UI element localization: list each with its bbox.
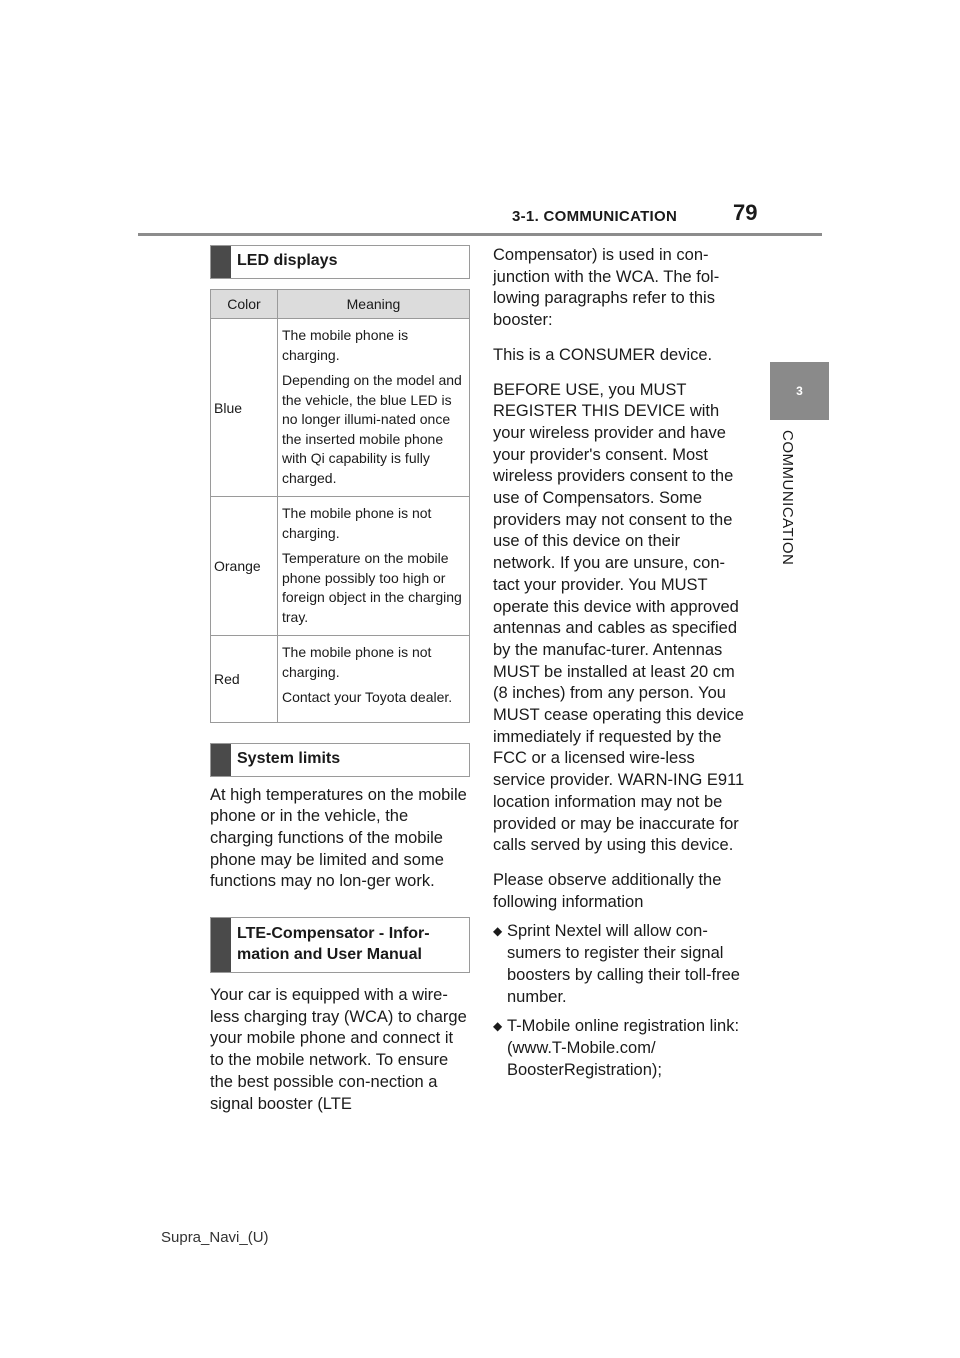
meaning-text: Depending on the model and the vehicle, the blue LED is no longer illumi-nated once the inserted mobile phone with Qi capability is fully charged. [282,372,462,486]
chapter-label: COMMUNICATION [779,430,796,566]
meaning-cell [278,497,470,636]
led-displays-heading [210,245,470,279]
system-limits-heading [210,743,470,777]
bullet-icon: ◆ [493,1019,503,1034]
list-item [493,921,745,1008]
bullet-icon: ◆ [493,924,503,939]
meaning-text: The mobile phone is not charging. [282,505,432,541]
meaning-cell [278,319,470,497]
registration-notice: BEFORE USE, you MUST REGISTER THIS DEVICE with your wireless provider and have your provider's consent. Most wireless providers consent to the use of Compensators. Some providers may not consent to the use of this device on their network. If you are unsure, con-tact your provider. You MUST operate this device with approved antennas and cables as specified by the manufac-turer. Antennas MUST be installed at least 20 cm (8 inches) from any person. You MUST cease operating this device immediately if requested by the FCC or a licensed wire-less service provider. WARN-ING E911 location information may not be provided or may be inaccurate for calls served by using this device. [493,380,745,855]
heading-bar [211,744,231,776]
system-limits-text: At high temperatures on the mobile phone or in the vehicle, the charging functions of the mobile phone may be limited and some functions may no lon-ger work. [210,785,467,891]
lte-compensator-heading [210,917,470,973]
meaning-text: The mobile phone is not charging. [282,644,432,680]
heading-bar [211,918,231,972]
page-number: 79 [733,200,758,225]
heading-text: LTE-Compensator - Infor-mation and User Manual [237,925,430,964]
meaning-text: Temperature on the mobile phone possibly too high or foreign object in the charging tray. [282,550,462,625]
heading-text: LED displays [237,252,338,269]
column-header-meaning: Meaning [278,290,470,319]
bullet-text: Sprint Nextel will allow con-sumers to register their signal boosters by calling their toll-free number. [507,922,740,1006]
table-row [211,497,470,636]
right-column [493,245,745,1081]
meaning-cell [278,636,470,723]
color-cell: Red [211,636,278,723]
led-table [210,289,470,723]
color-cell: Blue [211,319,278,497]
meaning-text: Contact your Toyota dealer. [282,689,453,705]
table-row [211,636,470,723]
header-rule [138,233,822,236]
lte-intro-text: Your car is equipped with a wire-less charging tray (WCA) to charge your mobile phone and connect it to the mobile network. To ensure the best possible con-nection a signal booster (LTE [210,986,467,1113]
heading-bar [211,246,231,278]
heading-text: System limits [237,749,341,767]
table-row [211,319,470,497]
observe-text: Please observe additionally the following information [493,870,722,911]
meaning-text: The mobile phone is charging. [282,327,409,363]
bullet-text: T-Mobile online registration link: (www.T-Mobile.com/ BoosterRegistration); [507,1017,740,1079]
document-id: Supra_Navi_(U) [161,1229,269,1246]
column-header-color: Color [211,290,278,319]
table-header-row [211,290,470,319]
chapter-tab[interactable]: 3 [770,362,829,420]
left-column [210,245,470,1113]
section-title: 3-1. COMMUNICATION [512,208,678,225]
list-item [493,1016,745,1081]
consumer-device-text: This is a CONSUMER device. [493,345,713,364]
lte-intro-continued: Compensator) is used in con-junction with the WCA. The fol-lowing paragraphs refer to this booster: [493,246,720,330]
color-cell: Orange [211,497,278,636]
